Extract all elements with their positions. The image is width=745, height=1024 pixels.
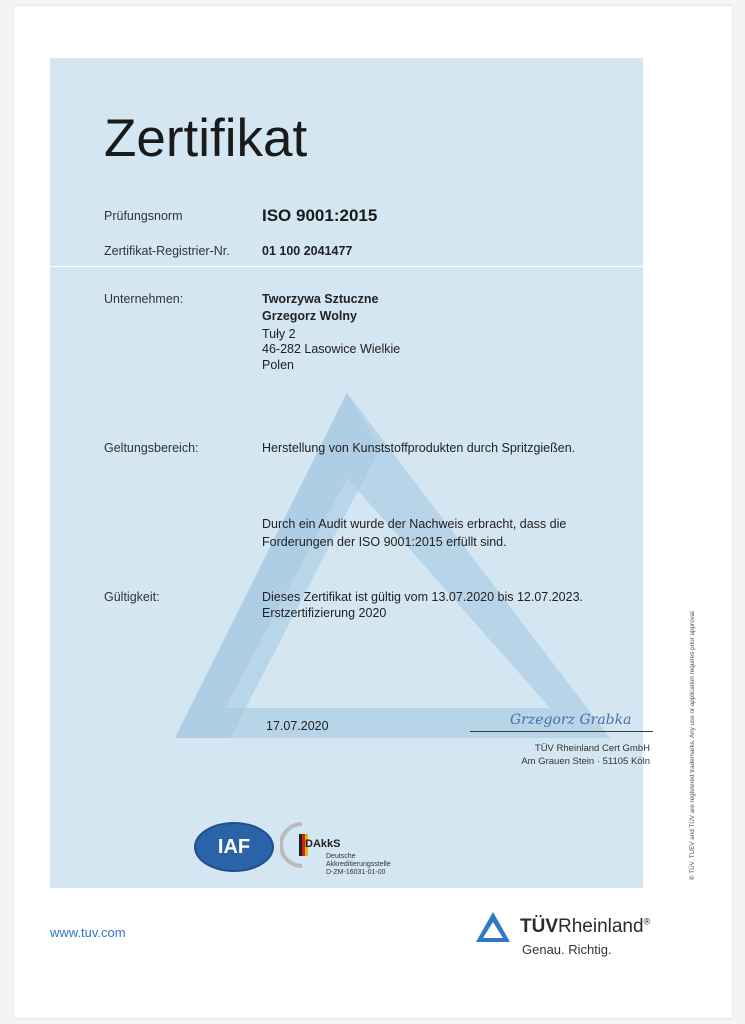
first-certification: Erstzertifizierung 2020 [262,606,387,620]
brand-rheinland: Rheinland [558,916,644,937]
dakks-name: DAkkS [305,838,341,850]
page-title: Zertifikat [104,109,308,168]
signature: Grzegorz Grabka [510,712,632,728]
tuv-triangle-icon [474,910,512,944]
iaf-logo [194,822,274,872]
brand-logo-text [520,916,650,938]
audit-statement-line1: Durch ein Audit wurde der Nachweis erbracht, dass die [262,517,567,531]
dakks-line1: Deutsche [326,853,356,860]
website-link[interactable]: www.tuv.com [50,925,126,940]
audit-statement-line2: Forderungen der ISO 9001:2015 erfüllt sind. [262,535,507,549]
company-country: Polen [262,358,294,372]
company-name-line1: Tworzywa Sztuczne [262,292,379,306]
dakks-id: D-ZM-16031-01-00 [326,869,386,876]
company-city: 46-282 Lasowice Wielkie [262,342,401,356]
registration-number: 01 100 2041477 [262,244,353,258]
norm-value: ISO 9001:2015 [262,206,378,225]
brand-registered-mark: ® [643,916,651,927]
registration-label: Zertifikat-Registrier-Nr. [104,244,230,258]
trademark-note: ® TÜV, TUEV and TUV are registered trademarks. Any use or application requires prior approval. [689,609,696,880]
issuer-address: Am Grauen Stein · 51105 Köln [521,756,650,767]
brand-tuv: TÜV [520,916,558,937]
company-name-line2: Grzegorz Wolny [262,309,357,323]
norm-label: Prüfungsnorm [104,209,183,223]
issuer-name: TÜV Rheinland Cert GmbH [534,743,650,754]
issue-date: 17.07.2020 [266,719,329,733]
signature-line [470,731,653,732]
company-street: Tuły 2 [262,327,296,341]
divider [50,266,643,267]
company-label: Unternehmen: [104,292,184,306]
dakks-line2: Akkreditierungsstelle [326,861,391,868]
validity-period: Dieses Zertifikat ist gültig vom 13.07.2020 bis 12.07.2023. [262,590,584,604]
scope-value: Herstellung von Kunststoffprodukten durch Spritzgießen. [262,441,576,455]
brand-slogan: Genau. Richtig. [522,942,612,957]
validity-label: Gültigkeit: [104,590,160,604]
iaf-logo-text: IAF [217,836,251,858]
scope-label: Geltungsbereich: [104,441,199,455]
